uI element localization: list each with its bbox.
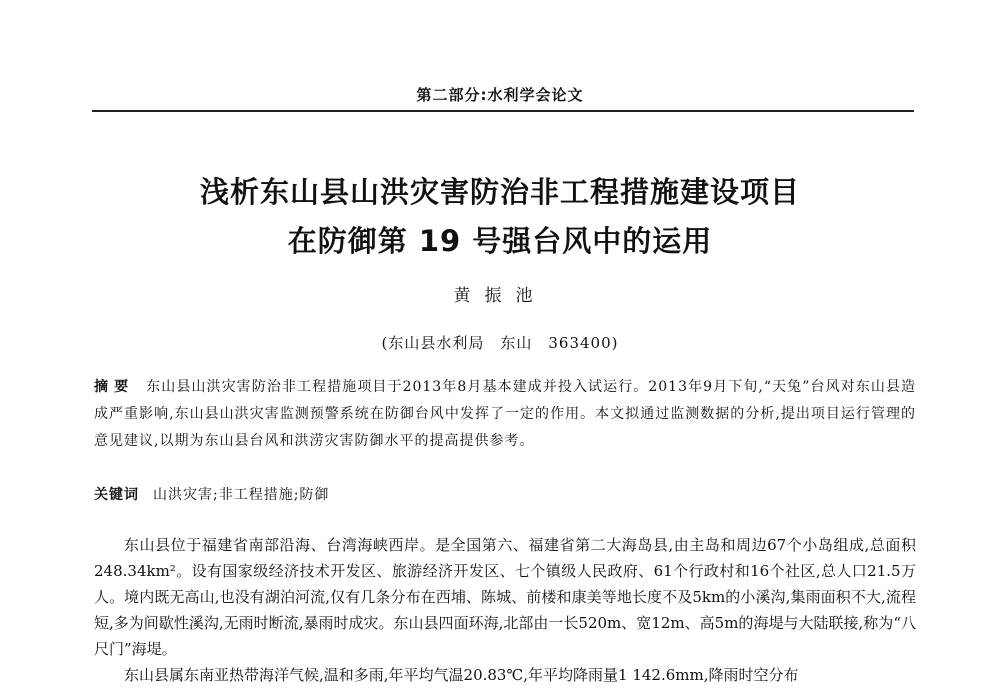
author: 黄振池 xyxy=(453,286,547,306)
affiliation: (东山县水利局 东山 363400) xyxy=(381,334,619,352)
section-header: 第二部分:水利学会论文 xyxy=(416,86,584,104)
keywords-label: 关键词 xyxy=(94,487,139,503)
article-title-line2: 在防御第 19 号强台风中的运用 xyxy=(287,224,713,258)
body-paragraph: 东山县属东南亚热带海洋气候,温和多雨,年平均气温20.83℃,年平均降雨量1 142.6mm,降雨时空分布 xyxy=(124,666,799,684)
keywords-text: 山洪灾害;非工程措施;防御 xyxy=(153,487,330,503)
abstract-label: 摘要 xyxy=(94,379,135,395)
abstract xyxy=(94,374,916,455)
body-paragraph: 东山县位于福建省南部沿海、台湾海峡西岸。是全国第六、福建省第二大海岛县,由主岛和周边67个小岛组成,总面积248.34km²。设有国家级经济技术开发区、旅游经济开发区、七个镇级人民政府、61个行政村和16个社区,总人口21.5万人。境内既无高山,也没有湖泊河流,仅有几条分布在西埔、陈城、前楼和康美等地长度不及5km的小溪沟,集雨面积不大,流程短,多为间歇性溪沟,无雨时断流,暴雨时成灾。东山县四面环海,北部由一长520m、宽12m、高5m的海堤与大陆联接,称为“八尺门”海堤。 xyxy=(94,536,916,658)
keywords xyxy=(94,484,329,504)
abstract-text: 东山县山洪灾害防治非工程措施项目于2013年8月基本建成并投入试运行。2013年9月下旬,“天兔”台风对东山县造成严重影响,东山县山洪灾害监测预警系统在防御台风中发挥了一定的作用。本文拟通过监测数据的分析,提出项目运行管理的意见建议,以期为东山县台风和洪涝灾害防御水平的提高提供参考。 xyxy=(94,379,916,449)
body-text xyxy=(94,532,916,688)
header-rule xyxy=(92,110,914,112)
article-title-line1: 浅析东山县山洪灾害防治非工程措施建设项目 xyxy=(199,175,800,209)
